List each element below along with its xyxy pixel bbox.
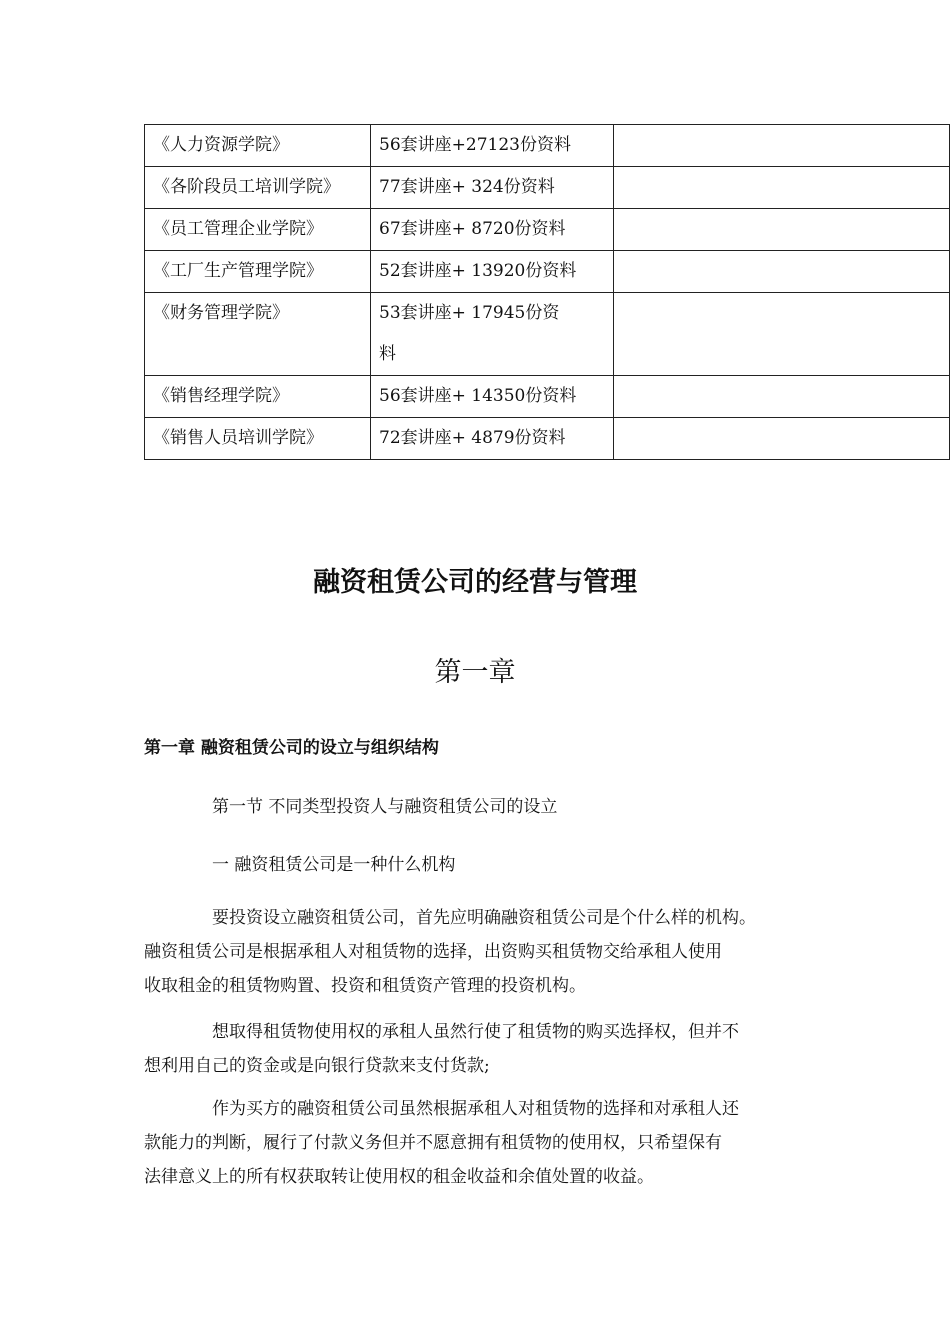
course-content: 53套讲座+ 17945份资料 bbox=[371, 293, 614, 376]
paragraph-line: 收取租金的租赁物购置、投资和租赁资产管理的投资机构。 bbox=[144, 976, 586, 996]
paragraph bbox=[144, 901, 824, 1003]
paragraph bbox=[144, 1092, 824, 1194]
paragraph-line: 想取得租赁物使用权的承租人虽然行使了租赁物的购买选择权，但并不 bbox=[212, 1022, 739, 1042]
table-row bbox=[145, 418, 950, 460]
paragraph-line: 融资租赁公司是根据承租人对租赁物的选择，出资购买租赁物交给承租人使用 bbox=[144, 942, 722, 962]
table-row bbox=[145, 167, 950, 209]
paragraph-line: 法律意义上的所有权获取转让使用权的租金收益和余值处置的收益。 bbox=[144, 1167, 654, 1187]
course-name: 《财务管理学院》 bbox=[145, 293, 371, 376]
course-note bbox=[614, 167, 950, 209]
course-name: 《工厂生产管理学院》 bbox=[145, 251, 371, 293]
course-name: 《销售人员培训学院》 bbox=[145, 418, 371, 460]
section-heading: 第一节 不同类型投资人与融资租赁公司的设立 bbox=[212, 797, 558, 817]
course-content: 56套讲座+27123份资料 bbox=[371, 125, 614, 167]
paragraph-line: 要投资设立融资租赁公司，首先应明确融资租赁公司是个什么样的机构。 bbox=[212, 908, 756, 928]
chapter-title: 第一章 bbox=[434, 657, 516, 688]
course-note bbox=[614, 251, 950, 293]
table-row bbox=[145, 376, 950, 418]
course-name: 《人力资源学院》 bbox=[145, 125, 371, 167]
paragraph-line: 款能力的判断，履行了付款义务但并不愿意拥有租赁物的使用权，只希望保有 bbox=[144, 1133, 722, 1153]
course-note bbox=[614, 209, 950, 251]
course-name: 《员工管理企业学院》 bbox=[145, 209, 371, 251]
table-row bbox=[145, 293, 950, 376]
table-row bbox=[145, 251, 950, 293]
course-name: 《销售经理学院》 bbox=[145, 376, 371, 418]
course-note bbox=[614, 376, 950, 418]
course-content: 72套讲座+ 4879份资料 bbox=[371, 418, 614, 460]
course-content: 77套讲座+ 324份资料 bbox=[371, 167, 614, 209]
course-content: 67套讲座+ 8720份资料 bbox=[371, 209, 614, 251]
table-row bbox=[145, 209, 950, 251]
course-name: 《各阶段员工培训学院》 bbox=[145, 167, 371, 209]
course-note bbox=[614, 418, 950, 460]
chapter-heading: 第一章 融资租赁公司的设立与组织结构 bbox=[144, 738, 439, 758]
course-content: 56套讲座+ 14350份资料 bbox=[371, 376, 614, 418]
paragraph bbox=[144, 1015, 824, 1083]
course-table bbox=[144, 124, 950, 460]
paragraph-line: 作为买方的融资租赁公司虽然根据承租人对租赁物的选择和对承租人还 bbox=[212, 1099, 739, 1119]
course-note bbox=[614, 125, 950, 167]
subsection-heading: 一 融资租赁公司是一种什么机构 bbox=[212, 855, 456, 875]
course-note bbox=[614, 293, 950, 376]
paragraph-line: 想利用自己的资金或是向银行贷款来支付货款; bbox=[144, 1056, 490, 1076]
table-row bbox=[145, 125, 950, 167]
course-content: 52套讲座+ 13920份资料 bbox=[371, 251, 614, 293]
document-title: 融资租赁公司的经营与管理 bbox=[313, 567, 637, 598]
